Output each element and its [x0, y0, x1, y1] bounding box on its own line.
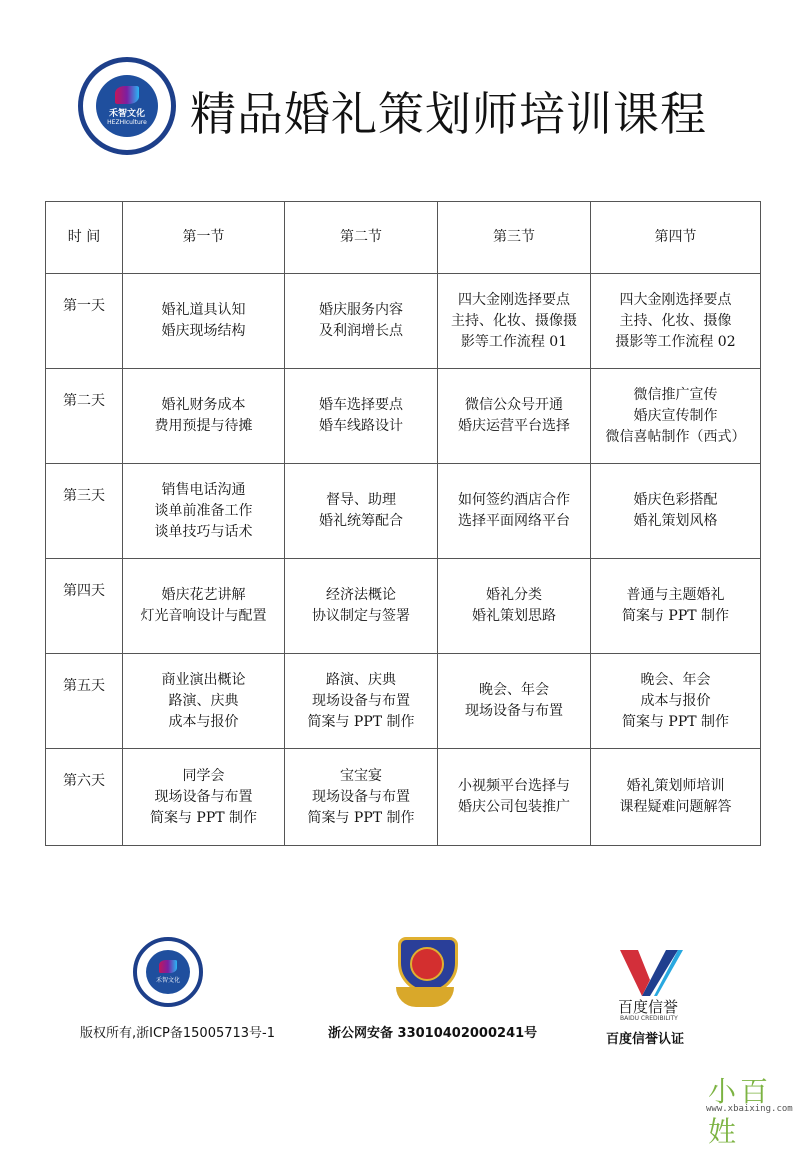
day-label: 第二天	[46, 369, 123, 464]
session-cell: 商业演出概论 路演、庆典 成本与报价	[123, 654, 285, 749]
day-label: 第四天	[46, 559, 123, 654]
session-cell: 晚会、年会 成本与报价 简案与 PPT 制作	[591, 654, 761, 749]
session-cell: 微信推广宣传 婚庆宣传制作 微信喜帖制作（西式）	[591, 369, 761, 464]
table-row	[46, 369, 761, 464]
police-record-text: 浙公网安备 33010402000241号	[328, 1026, 538, 1041]
session-cell: 路演、庆典 现场设备与布置 简案与 PPT 制作	[285, 654, 438, 749]
baidu-cert: 百度信誉认证	[606, 1032, 685, 1047]
day-label: 第三天	[46, 464, 123, 559]
session-cell: 同学会 现场设备与布置 简案与 PPT 制作	[123, 749, 285, 846]
day-label: 第五天	[46, 654, 123, 749]
column-header: 第二节	[285, 202, 438, 274]
session-cell: 四大金刚选择要点 主持、化妆、摄像 摄影等工作流程 02	[591, 274, 761, 369]
session-cell: 宝宝宴 现场设备与布置 简案与 PPT 制作	[285, 749, 438, 846]
footer-brand-logo	[133, 937, 203, 1007]
table-row	[46, 749, 761, 846]
session-cell: 婚礼分类 婚礼策划思路	[438, 559, 591, 654]
table-row	[46, 654, 761, 749]
table-row	[46, 559, 761, 654]
logo-text: 禾智文化	[155, 977, 180, 985]
session-cell: 如何签约酒店合作 选择平面网络平台	[438, 464, 591, 559]
brand-logo	[78, 57, 176, 155]
session-cell: 四大金刚选择要点 主持、化妆、摄像摄 影等工作流程 01	[438, 274, 591, 369]
day-label: 第一天	[46, 274, 123, 369]
session-cell: 普通与主题婚礼 简案与 PPT 制作	[591, 559, 761, 654]
schedule-table	[45, 201, 761, 846]
session-cell: 小视频平台选择与 婚庆公司包装推广	[438, 749, 591, 846]
session-cell: 婚礼策划师培训 课程疑难问题解答	[591, 749, 761, 846]
watermark-logo: 小百姓	[708, 1075, 773, 1148]
session-cell: 婚礼道具认知 婚庆现场结构	[123, 274, 285, 369]
baidu-name: 百度信誉	[618, 998, 679, 1016]
baidu-en: BAIDU CREDIBILITY	[620, 1015, 678, 1022]
session-cell: 婚礼财务成本 费用预提与待摊	[123, 369, 285, 464]
police-emblem-icon	[390, 937, 460, 1009]
session-cell: 销售电话沟通 谈单前准备工作 谈单技巧与话术	[123, 464, 285, 559]
session-cell: 婚庆色彩搭配 婚礼策划风格	[591, 464, 761, 559]
session-cell: 经济法概论 协议制定与签署	[285, 559, 438, 654]
day-label: 第六天	[46, 749, 123, 846]
session-cell: 晚会、年会 现场设备与布置	[438, 654, 591, 749]
column-header: 第四节	[591, 202, 761, 274]
session-cell: 婚庆花艺讲解 灯光音响设计与配置	[123, 559, 285, 654]
logo-text: 禾智文化	[108, 109, 145, 120]
session-cell: 督导、助理 婚礼统筹配合	[285, 464, 438, 559]
column-header: 第一节	[123, 202, 285, 274]
session-cell: 婚庆服务内容 及利润增长点	[285, 274, 438, 369]
page-title: 精品婚礼策划师培训课程	[190, 87, 707, 141]
copyright-text: 版权所有,浙ICP备15005713号-1	[80, 1026, 276, 1041]
logo-subtext: HEZHIculture	[107, 119, 147, 127]
session-cell: 微信公众号开通 婚庆运营平台选择	[438, 369, 591, 464]
session-cell: 婚车选择要点 婚车线路设计	[285, 369, 438, 464]
table-row	[46, 274, 761, 369]
column-header: 时 间	[46, 202, 123, 274]
table-row	[46, 464, 761, 559]
baidu-v-icon	[620, 950, 684, 990]
watermark-url: www.xbaixing.com	[706, 1104, 793, 1114]
column-header: 第三节	[438, 202, 591, 274]
